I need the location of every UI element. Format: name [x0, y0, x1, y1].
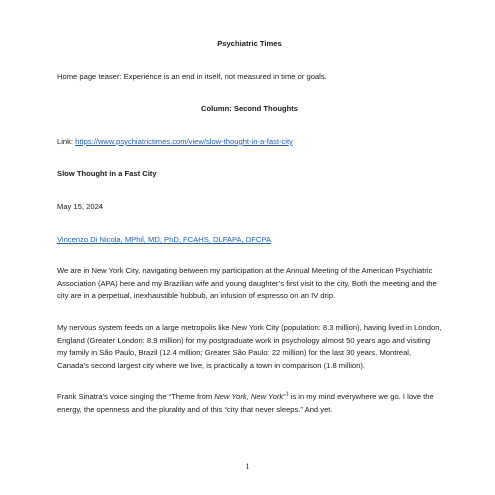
teaser-text: Experience is an end in itself, not measured in time or goals.	[123, 71, 327, 81]
document-body	[57, 38, 442, 417]
link-line	[57, 136, 442, 149]
paragraph-2: My nervous system feeds on a large metropolis like New York City (population: 8.3 million), having lived in London, England (Greater London: 8.9 million) for my postgraduate work in psychology almost 50 years ago and visiting my family in São Paulo, Brazil (12.4 million; Greater São Paulo: 22 million) for the last 30 years. Montreal, Canada’s second largest city where we live, is practically a town in comparison (1.8 million).	[57, 322, 442, 370]
song-title: New York, New York	[214, 392, 284, 402]
article-date: May 15, 2024	[57, 201, 104, 211]
page-number: 1	[245, 462, 250, 471]
footnote-marker[interactable]: 1	[285, 391, 289, 398]
link-label: Link:	[57, 136, 76, 146]
publication-title: Psychiatric Times	[217, 39, 282, 48]
paragraph-3-quote-end: ”	[283, 392, 286, 402]
column-title: Column: Second Thoughts	[200, 104, 299, 114]
teaser-label: Home page teaser:	[57, 71, 124, 81]
teaser-line	[57, 71, 442, 84]
paragraph-1: We are in New York City, navigating between my participation at the Annual Meeting of the American Psychiatric Association (APA) here and my Brazilian wife and young daughter’s first visit to the city. Both the meeting and the city are in a perpetual, inexhaustible hubbub, an infusion of espresso on an IV drip.	[57, 266, 437, 301]
article-link[interactable]: https://www.psychiatrictimes.com/view/slow-thought-in-a-fast-city	[75, 136, 293, 146]
article-title: Slow Thought in a Fast City	[57, 169, 157, 179]
paragraph-3	[57, 391, 442, 416]
paragraph-3-text-end: is in my mind everywhere we go. I love the energy, the openness and the plurality and of this “city that never sleeps.” And yet.	[57, 392, 434, 414]
author-link[interactable]: Vincenzo Di Nicola, MPhil, MD, PhD, FCAHS, DLFAPA, DFCPA	[57, 234, 271, 244]
paragraph-3-text-start: Frank Sinatra’s voice singing the “Theme from	[57, 392, 215, 402]
